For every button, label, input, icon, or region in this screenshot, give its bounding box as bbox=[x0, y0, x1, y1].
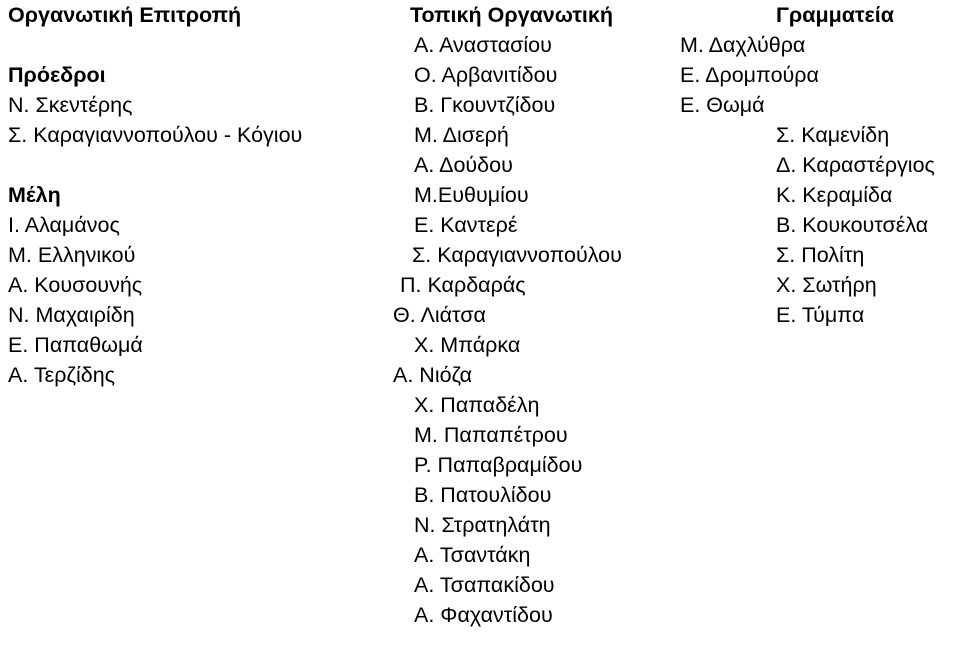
local-member-name: Α. Αναστασίου bbox=[414, 33, 552, 57]
member-name: Μ. Ελληνικού bbox=[8, 243, 136, 267]
member-name: Ε. Παπαθωμά bbox=[8, 333, 143, 357]
local-member-name: Ν. Στρατηλάτη bbox=[414, 513, 551, 537]
local-organizing-title: Τοπική Οργανωτική bbox=[410, 3, 614, 27]
secretariat-member-name: Δ. Καραστέργιος bbox=[776, 153, 935, 177]
organizing-committee-title: Οργανωτική Επιτροπή bbox=[8, 3, 242, 27]
secretariat-member-name: Χ. Σωτήρη bbox=[776, 273, 877, 297]
local-member-name: Β. Πατουλίδου bbox=[414, 483, 552, 507]
local-member-name: Μ.Ευθυμίου bbox=[414, 183, 529, 207]
secretariat-member-name: Ε. Θωμά bbox=[680, 93, 765, 117]
secretariat-member-name: Μ. Δαχλύθρα bbox=[680, 33, 806, 57]
secretariat-member-name: Β. Κουκουτσέλα bbox=[776, 213, 929, 237]
local-member-name: Π. Καρδαράς bbox=[400, 273, 526, 297]
secretariat-member-name: Ε. Τύμπα bbox=[776, 303, 865, 327]
members-heading: Μέλη bbox=[8, 183, 61, 207]
local-member-name: Σ. Καραγιαννοπούλου bbox=[412, 243, 622, 267]
secretariat-member-name: Κ. Κεραμίδα bbox=[776, 183, 893, 207]
member-name: Α. Τερζίδης bbox=[8, 363, 116, 387]
president-name: Σ. Καραγιαννοπούλου - Κόγιου bbox=[8, 123, 303, 147]
secretariat-member-name: Σ. Καμενίδη bbox=[776, 123, 890, 147]
local-member-name: Α. Τσαπακίδου bbox=[414, 573, 555, 597]
local-member-name: Α. Τσαντάκη bbox=[414, 543, 531, 567]
local-member-name: Ο. Αρβανιτίδου bbox=[414, 63, 558, 87]
local-member-name: Χ. Παπαδέλη bbox=[414, 393, 540, 417]
local-member-name: Θ. Λιάτσα bbox=[393, 303, 486, 327]
local-member-name: Α. Δούδου bbox=[414, 153, 513, 177]
local-member-name: Μ. Παπαπέτρου bbox=[414, 423, 568, 447]
local-member-name: Ε. Καντερέ bbox=[414, 213, 518, 237]
presidents-heading: Πρόεδροι bbox=[8, 63, 106, 87]
secretariat-member-name: Ε. Δρομπούρα bbox=[680, 63, 819, 87]
local-member-name: Β. Γκουντζίδου bbox=[414, 93, 556, 117]
member-name: Α. Κουσουνής bbox=[8, 273, 143, 297]
local-member-name: Α. Νιόζα bbox=[393, 363, 473, 387]
president-name: Ν. Σκεντέρης bbox=[8, 93, 133, 117]
secretariat-title: Γραμματεία bbox=[776, 3, 894, 27]
local-member-name: Α. Φαχαντίδου bbox=[414, 603, 553, 627]
member-name: Ι. Αλαμάνος bbox=[8, 213, 120, 237]
local-member-name: Χ. Μπάρκα bbox=[414, 333, 521, 357]
local-member-name: Ρ. Παπαβραμίδου bbox=[414, 453, 583, 477]
member-name: Ν. Μαχαιρίδη bbox=[8, 303, 135, 327]
secretariat-member-name: Σ. Πολίτη bbox=[776, 243, 865, 267]
local-member-name: Μ. Δισερή bbox=[414, 123, 509, 147]
